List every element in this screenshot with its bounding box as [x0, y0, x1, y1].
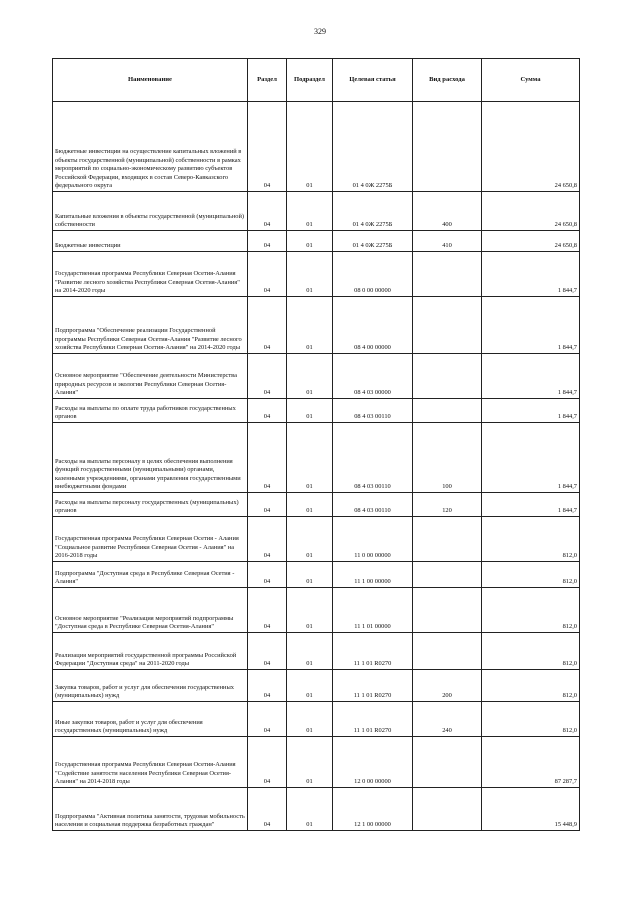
row-name: Бюджетные инвестиции на осуществление капитальных вложений в объекты государственной (муниципальной) собственности в рамках мероприятий по социально-экономическому развитию субъектов Российской Федерации, входящих в состав Северо-Кавказского федерального округа	[53, 102, 248, 192]
table-row	[53, 231, 580, 252]
row-amount: 812,0	[482, 517, 580, 562]
row-target: 11 1 01 R0270	[333, 670, 413, 702]
row-subsection: 01	[287, 399, 333, 423]
row-amount: 1 844,7	[482, 399, 580, 423]
row-name: Подпрограмма "Обеспечение реализации Государственной программы Республики Северная Осетия-Алания "Развитие лесного хозяйства Республики Северная Осетия-Алания" на 2014-2020 годы	[53, 297, 248, 354]
row-name: Капитальные вложения в объекты государственной (муниципальной) собственности	[53, 192, 248, 231]
header-name: Наименование	[53, 59, 248, 102]
row-section: 04	[248, 588, 287, 633]
header-expense-type: Вид расхода	[413, 59, 482, 102]
table-row	[53, 702, 580, 737]
row-name: Расходы на выплаты персоналу государственных (муниципальных) органов	[53, 493, 248, 517]
row-subsection: 01	[287, 737, 333, 788]
row-amount: 1 844,7	[482, 354, 580, 399]
row-amount: 1 844,7	[482, 252, 580, 297]
row-expense-type: 100	[413, 423, 482, 493]
row-target: 08 0 00 00000	[333, 252, 413, 297]
row-section: 04	[248, 252, 287, 297]
row-section: 04	[248, 562, 287, 588]
row-expense-type	[413, 354, 482, 399]
row-section: 04	[248, 297, 287, 354]
row-name: Основное мероприятие "Реализация мероприятий подпрограммы "Доступная среда в Республике Северная Осетия-Алания"	[53, 588, 248, 633]
row-amount: 15 448,9	[482, 788, 580, 831]
row-name: Расходы на выплаты по оплате труда работников государственных органов	[53, 399, 248, 423]
table-row	[53, 588, 580, 633]
row-amount: 87 287,7	[482, 737, 580, 788]
table-row	[53, 670, 580, 702]
table-row	[53, 252, 580, 297]
row-name: Иные закупки товаров, работ и услуг для обеспечения государственных (муниципальных) нужд	[53, 702, 248, 737]
header-amount: Сумма	[482, 59, 580, 102]
row-subsection: 01	[287, 702, 333, 737]
header-target: Целевая статья	[333, 59, 413, 102]
row-target: 11 1 00 00000	[333, 562, 413, 588]
row-amount: 1 844,7	[482, 493, 580, 517]
row-amount: 24 650,8	[482, 102, 580, 192]
row-name: Основное мероприятие "Обеспечение деятельности Министерства природных ресурсов и экологии Республики Северная Осетия-Алания"	[53, 354, 248, 399]
table-row	[53, 192, 580, 231]
row-expense-type	[413, 297, 482, 354]
row-expense-type	[413, 102, 482, 192]
row-section: 04	[248, 399, 287, 423]
row-expense-type	[413, 562, 482, 588]
row-subsection: 01	[287, 493, 333, 517]
row-subsection: 01	[287, 354, 333, 399]
row-expense-type	[413, 633, 482, 670]
row-expense-type	[413, 588, 482, 633]
row-amount: 1 844,7	[482, 423, 580, 493]
header-subsection: Подраздел	[287, 59, 333, 102]
row-expense-type: 200	[413, 670, 482, 702]
row-section: 04	[248, 702, 287, 737]
row-expense-type: 400	[413, 192, 482, 231]
row-subsection: 01	[287, 231, 333, 252]
row-amount: 812,0	[482, 670, 580, 702]
table-row	[53, 102, 580, 192]
row-subsection: 01	[287, 588, 333, 633]
row-section: 04	[248, 192, 287, 231]
row-expense-type: 120	[413, 493, 482, 517]
table-row	[53, 354, 580, 399]
table-row	[53, 737, 580, 788]
row-name: Государственная программа Республики Северная Осетия-Алания "Содействие занятости населения Республики Северная Осетия-Алания" на 2014-2018 годы	[53, 737, 248, 788]
row-name: Бюджетные инвестиции	[53, 231, 248, 252]
row-section: 04	[248, 423, 287, 493]
row-name: Реализация мероприятий государственной программы Российской Федерации "Доступная среда" на 2011-2020 годы	[53, 633, 248, 670]
row-amount: 24 650,8	[482, 192, 580, 231]
row-subsection: 01	[287, 102, 333, 192]
row-amount: 24 650,8	[482, 231, 580, 252]
row-section: 04	[248, 231, 287, 252]
row-expense-type: 410	[413, 231, 482, 252]
row-target: 08 4 03 00110	[333, 493, 413, 517]
row-subsection: 01	[287, 423, 333, 493]
row-section: 04	[248, 788, 287, 831]
table-row	[53, 562, 580, 588]
row-target: 11 0 00 00000	[333, 517, 413, 562]
row-target: 11 1 01 R0270	[333, 702, 413, 737]
row-expense-type	[413, 252, 482, 297]
row-subsection: 01	[287, 562, 333, 588]
row-name: Подпрограмма "Доступная среда в Республике Северная Осетия - Алания"	[53, 562, 248, 588]
row-subsection: 01	[287, 297, 333, 354]
row-expense-type	[413, 517, 482, 562]
row-subsection: 01	[287, 192, 333, 231]
row-name: Государственная программа Республики Северная Осетия-Алания "Развитие лесного хозяйства Республики Северная Осетия-Алания" на 2014-2020 годы	[53, 252, 248, 297]
row-section: 04	[248, 102, 287, 192]
row-name: Подпрограмма "Активная политика занятости, трудовая мобильность населения и социальная поддержка безработных граждан"	[53, 788, 248, 831]
page-number: 329	[314, 27, 326, 36]
table-row	[53, 493, 580, 517]
table-row	[53, 788, 580, 831]
row-target: 01 4 0Ж 2275Б	[333, 192, 413, 231]
row-subsection: 01	[287, 252, 333, 297]
row-amount: 1 844,7	[482, 297, 580, 354]
table-row	[53, 399, 580, 423]
row-subsection: 01	[287, 633, 333, 670]
row-amount: 812,0	[482, 562, 580, 588]
row-section: 04	[248, 670, 287, 702]
row-name: Закупка товаров, работ и услуг для обеспечения государственных (муниципальных) нужд	[53, 670, 248, 702]
row-target: 08 4 00 00000	[333, 297, 413, 354]
table-row	[53, 423, 580, 493]
row-target: 08 4 03 00110	[333, 399, 413, 423]
row-amount: 812,0	[482, 702, 580, 737]
row-expense-type	[413, 399, 482, 423]
row-amount: 812,0	[482, 588, 580, 633]
row-section: 04	[248, 633, 287, 670]
row-subsection: 01	[287, 788, 333, 831]
row-target: 11 1 01 00000	[333, 588, 413, 633]
row-target: 11 1 01 R0270	[333, 633, 413, 670]
table-header-row	[53, 59, 580, 102]
row-section: 04	[248, 354, 287, 399]
header-section: Раздел	[248, 59, 287, 102]
row-section: 04	[248, 737, 287, 788]
row-subsection: 01	[287, 517, 333, 562]
row-expense-type: 240	[413, 702, 482, 737]
row-expense-type	[413, 737, 482, 788]
table-row	[53, 297, 580, 354]
row-target: 08 4 03 00000	[333, 354, 413, 399]
row-target: 01 4 0Ж 2275Б	[333, 102, 413, 192]
row-section: 04	[248, 517, 287, 562]
row-target: 12 0 00 00000	[333, 737, 413, 788]
row-target: 12 1 00 00000	[333, 788, 413, 831]
row-amount: 812,0	[482, 633, 580, 670]
budget-table	[52, 58, 580, 831]
table-row	[53, 633, 580, 670]
row-name: Расходы на выплаты персоналу в целях обеспечения выполнения функций государственными (муниципальными) органами, казенными учреждениями, органами управления государственными внебюджетными фондами	[53, 423, 248, 493]
row-target: 08 4 03 00110	[333, 423, 413, 493]
row-expense-type	[413, 788, 482, 831]
row-section: 04	[248, 493, 287, 517]
table-row	[53, 517, 580, 562]
row-target: 01 4 0Ж 2275Б	[333, 231, 413, 252]
row-subsection: 01	[287, 670, 333, 702]
row-name: Государственная программа Республики Северная Осетия - Алания "Социальное развитие Республики Северная Осетия - Алания" на 2016-2018 годы	[53, 517, 248, 562]
